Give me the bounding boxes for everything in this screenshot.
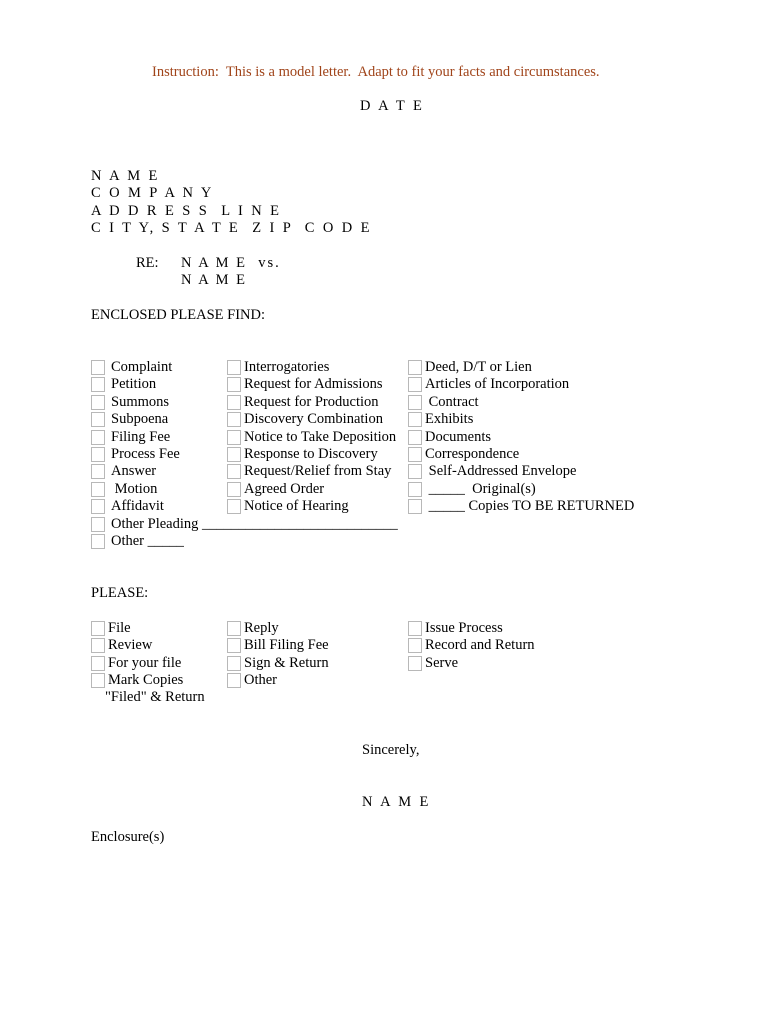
checkbox[interactable]: [408, 621, 422, 636]
checklist-item-label: Sign & Return: [244, 654, 329, 671]
recipient-company: C O M P A N Y: [91, 185, 214, 201]
checkbox[interactable]: [408, 499, 422, 514]
checkbox[interactable]: [91, 534, 105, 549]
checklist-item-label: Self-Addressed Envelope: [425, 463, 577, 480]
checkbox[interactable]: [227, 377, 241, 392]
checklist-item-label: Notice to Take Deposition: [244, 428, 397, 445]
checkbox[interactable]: [408, 656, 422, 671]
checklist-item-label: Interrogatories: [244, 359, 330, 375]
checkbox[interactable]: [408, 412, 422, 427]
checkbox[interactable]: [408, 447, 422, 462]
checklist-item-label: Deed, D/T or Lien: [425, 359, 532, 375]
checkbox[interactable]: [408, 638, 422, 653]
please-item-extra: "Filed" & Return: [105, 689, 205, 705]
checkbox[interactable]: [91, 395, 105, 410]
checkbox[interactable]: [408, 464, 422, 479]
enclosed-heading: ENCLOSED PLEASE FIND:: [91, 307, 266, 323]
checkbox[interactable]: [91, 464, 105, 479]
checklist-item-label: File: [108, 620, 131, 636]
checklist-item-label: Process Fee: [111, 446, 180, 462]
checkbox[interactable]: [408, 430, 422, 445]
checklist-item-label: Bill Filing Fee: [244, 637, 329, 654]
checkbox[interactable]: [227, 638, 241, 653]
checklist-item-label: Motion: [111, 480, 158, 497]
checkbox[interactable]: [227, 447, 241, 462]
checkbox[interactable]: [408, 377, 422, 392]
checklist-item-label: _____ Original(s): [425, 480, 536, 497]
checklist-item-label: Request/Relief from Stay: [244, 463, 392, 480]
re-label: RE:: [136, 255, 159, 271]
checkbox[interactable]: [91, 360, 105, 375]
checkbox[interactable]: [227, 621, 241, 636]
checkbox[interactable]: [227, 499, 241, 514]
checkbox[interactable]: [91, 656, 105, 671]
checkbox[interactable]: [91, 499, 105, 514]
checklist-item-label: Serve: [425, 654, 459, 671]
checkbox[interactable]: [227, 656, 241, 671]
checkbox[interactable]: [227, 412, 241, 427]
checklist-item-label: Other Pleading ___________________________: [111, 515, 398, 532]
checklist-item-label: _____ Copies TO BE RETURNED: [425, 498, 635, 515]
enclosures-note: Enclosure(s): [91, 829, 165, 845]
checklist-item-label: Affidavit: [111, 498, 164, 515]
checkbox[interactable]: [227, 673, 241, 688]
checklist-item-label: Issue Process: [425, 620, 503, 636]
recipient-city: C I T Y, S T A T E Z I P C O D E: [91, 220, 372, 236]
checklist-item-label: Other: [244, 672, 278, 689]
checkbox[interactable]: [91, 447, 105, 462]
checklist-item-label: Filing Fee: [111, 428, 171, 445]
instruction-line: Instruction: This is a model letter. Adapt to fit your facts and circumstances.: [152, 64, 600, 80]
checklist-item-label: Record and Return: [425, 637, 535, 654]
checkbox[interactable]: [227, 464, 241, 479]
checklist-item-label: Answer: [111, 463, 157, 480]
checkbox[interactable]: [408, 395, 422, 410]
checkbox[interactable]: [91, 412, 105, 427]
checklist-item-label: Summons: [111, 393, 170, 410]
checkbox[interactable]: [408, 360, 422, 375]
closing: Sincerely,: [362, 742, 420, 758]
checklist-item-label: Exhibits: [425, 411, 474, 428]
checklist-item-label: Reply: [244, 620, 279, 636]
checklist-item-label: Request for Production: [244, 393, 379, 410]
signature-name: N A M E: [362, 794, 431, 810]
checkbox[interactable]: [408, 482, 422, 497]
checklist-item-label: For your file: [108, 654, 182, 671]
checklist-item-label: Mark Copies: [108, 672, 184, 689]
checkbox[interactable]: [227, 395, 241, 410]
checklist-item-label: Discovery Combination: [244, 411, 383, 428]
checkbox[interactable]: [91, 673, 105, 688]
checklist-item-label: Other _____: [111, 533, 184, 549]
checkbox[interactable]: [91, 517, 105, 532]
checkbox[interactable]: [227, 430, 241, 445]
checklist-item-label: Agreed Order: [244, 480, 325, 497]
re-line-2: N A M E: [181, 272, 247, 288]
please-heading: PLEASE:: [91, 585, 149, 601]
checklist-item-label: Documents: [425, 428, 492, 445]
checklist-item-label: Contract: [425, 393, 479, 410]
checklist-item-label: Articles of Incorporation: [425, 376, 570, 393]
checkbox[interactable]: [91, 621, 105, 636]
checkbox[interactable]: [227, 360, 241, 375]
checkbox[interactable]: [91, 430, 105, 445]
recipient-address: A D D R E S S L I N E: [91, 203, 282, 219]
checklist-item-label: Complaint: [111, 359, 173, 375]
date-line: D A T E: [360, 98, 425, 114]
re-line-1: N A M E vs.: [181, 255, 281, 271]
recipient-name: N A M E: [91, 168, 160, 184]
checklist-item-label: Subpoena: [111, 411, 169, 428]
checkbox[interactable]: [91, 377, 105, 392]
checklist-item-label: Review: [108, 637, 153, 654]
checklist-item-label: Request for Admissions: [244, 376, 383, 393]
checklist-item-label: Notice of Hearing: [244, 498, 349, 515]
checklist-item-label: Correspondence: [425, 446, 520, 462]
checkbox[interactable]: [91, 482, 105, 497]
checkbox[interactable]: [227, 482, 241, 497]
checkbox[interactable]: [91, 638, 105, 653]
checklist-item-label: Response to Discovery: [244, 446, 378, 462]
checklist-item-label: Petition: [111, 376, 157, 393]
